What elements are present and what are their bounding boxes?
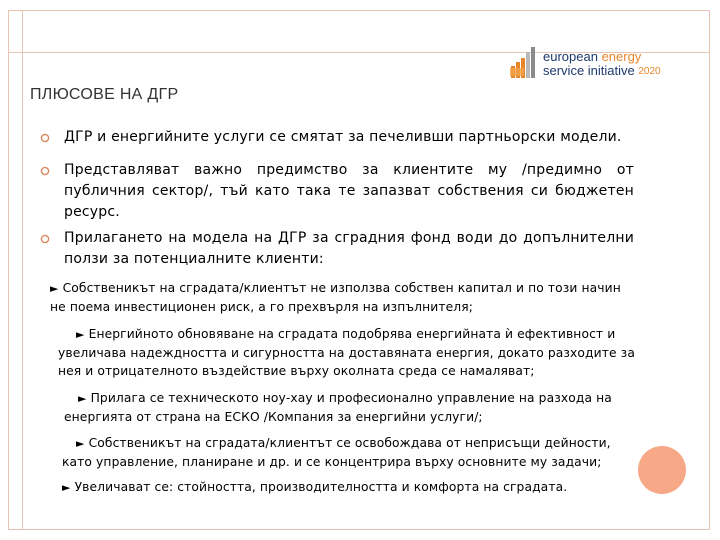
- eesi-2020-logo: [510, 44, 682, 80]
- logo-word-european: european: [543, 49, 602, 64]
- sub-item-5: [62, 478, 634, 497]
- sub-item-1: [50, 279, 630, 316]
- ring-bullet-icon: [40, 133, 50, 143]
- arrow-right-icon: ►: [50, 282, 59, 295]
- bullet-text-1: ДГР и енергийните услуги се смятат за печеливши партньорски модели.: [64, 129, 622, 145]
- logo-text: [543, 50, 661, 79]
- left-border-line: [22, 10, 23, 530]
- sub-item-3: [64, 389, 634, 426]
- arrow-right-icon: ►: [76, 328, 85, 341]
- sub-item-text: Увеличават се: стойността, производителността и комфорта на сградата.: [74, 480, 568, 494]
- sub-item-text: Собственикът на сградата/клиентът не използва собствен капитал и по този начин не поема инвестиционен риск, а го прехвърля на изпълнителя;: [50, 281, 621, 314]
- sub-item-text: Прилага се техническото ноу-хау и професионално управление на разхода на енергията от страна на ЕСКО /Компания за енергийни услуги/;: [64, 391, 612, 424]
- slide-title: ПЛЮСОВЕ НА ДГР: [30, 86, 179, 103]
- arrow-right-icon: ►: [76, 437, 85, 450]
- decorative-circle: [638, 446, 686, 494]
- logo-word-service-initiative: service initiative: [543, 63, 639, 78]
- bar-chart-logo-icon: [510, 44, 540, 80]
- sub-item-2: [58, 325, 640, 380]
- sub-item-4: [62, 434, 634, 471]
- sub-item-text: Енергийното обновяване на сградата подобрява енергийната ѝ ефективност и увеличава надеждността и сигурността на доставяната енергия, докато разходите за нея и отрицателното въздействие върху околната среда се намаляват;: [58, 327, 635, 378]
- arrow-right-icon: ►: [62, 481, 71, 494]
- logo-year: 2020: [638, 66, 661, 77]
- bullet-text-3: Прилагането на модела на ДГР за сградния фонд води до допълнителни ползи за потенциалните клиенти:: [64, 230, 634, 267]
- bullet-text-2: Представляват важно предимство за клиентите му /предимно от публичния сектор/, тъй като така те запазват собствения си бюджетен ресурс.: [64, 162, 634, 220]
- ring-bullet-icon: [40, 234, 50, 244]
- arrow-right-icon: ►: [78, 392, 87, 405]
- sub-item-text: Собственикът на сградата/клиентът се освобождава от неприсъщи дейности, като управление, планиране и др. и се концентрира върху основните му задачи;: [62, 436, 611, 469]
- ring-bullet-icon: [40, 166, 50, 176]
- logo-word-energy: energy: [601, 49, 642, 64]
